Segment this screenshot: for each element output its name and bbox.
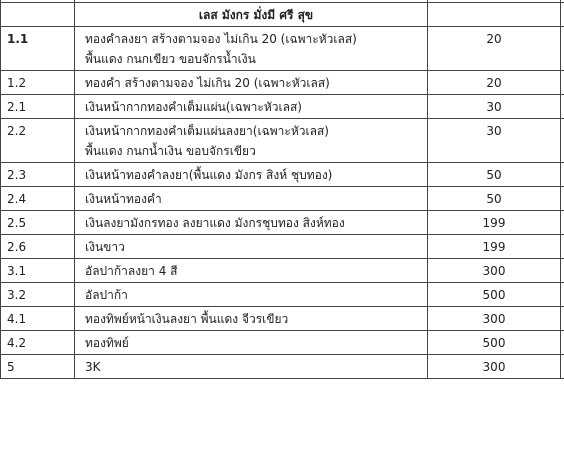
item-number-text: 4.2 xyxy=(7,336,27,350)
description-line-1: เงินหน้ากากทองคำเต็มแผ่น(เฉพาะหัวเลส) xyxy=(85,100,302,114)
cell xyxy=(561,187,564,211)
cell xyxy=(561,163,564,187)
description-line-1: เงินลงยามังกรทอง ลงยาแดง มังกรชุบทอง สิงห์ทอง xyxy=(85,216,345,230)
item-description xyxy=(75,27,428,71)
item-number xyxy=(1,95,75,119)
item-description xyxy=(75,163,428,187)
cell xyxy=(561,259,564,283)
item-description xyxy=(75,235,428,259)
item-quantity xyxy=(428,259,561,283)
description-line-1: เงินหน้ากากทองคำเต็มแผ่นลงยา(เฉพาะหัวเลส) xyxy=(85,124,329,138)
item-quantity xyxy=(428,235,561,259)
item-description xyxy=(75,283,428,307)
item-quantity xyxy=(428,307,561,331)
description-line-1: เงินขาว xyxy=(85,240,125,254)
item-number xyxy=(1,119,75,163)
description-line-1: อัลปาก้า xyxy=(85,288,128,302)
item-number xyxy=(1,71,75,95)
table-title-text: เลส มังกร มั่งมี ศรี สุข xyxy=(198,8,314,22)
cell xyxy=(561,95,564,119)
description-line-1: ทองคำ สร้างตามจอง ไม่เกิน 20 (เฉพาะหัวเลส) xyxy=(85,76,330,90)
table-row xyxy=(1,211,564,235)
table-body xyxy=(1,27,564,379)
table-row xyxy=(1,235,564,259)
item-description xyxy=(75,259,428,283)
item-quantity xyxy=(428,163,561,187)
item-number-text: 2.1 xyxy=(7,100,27,114)
item-quantity-text: 199 xyxy=(482,216,506,230)
item-number-text: 2.4 xyxy=(7,192,27,206)
item-number-text: 2.6 xyxy=(7,240,27,254)
cell xyxy=(561,331,564,355)
description-line-1: เงินหน้าทองคำลงยา(พื้นแดง มังกร สิงห์ ชุบทอง) xyxy=(85,168,333,182)
item-number-text: 5 xyxy=(7,360,15,374)
item-number-text: 2.5 xyxy=(7,216,27,230)
description-line-1: เงินหน้าทองคำ xyxy=(85,192,162,206)
item-quantity-text: 50 xyxy=(486,192,502,206)
description-line-1: 3K xyxy=(85,360,101,374)
cell xyxy=(561,71,564,95)
item-number xyxy=(1,235,75,259)
item-number xyxy=(1,307,75,331)
item-quantity xyxy=(428,283,561,307)
item-number xyxy=(1,355,75,379)
item-quantity-text: 500 xyxy=(482,288,506,302)
cell xyxy=(561,307,564,331)
item-quantity-text: 20 xyxy=(486,32,502,46)
item-quantity xyxy=(428,211,561,235)
item-quantity xyxy=(428,355,561,379)
item-number xyxy=(1,163,75,187)
item-quantity-text: 50 xyxy=(486,168,502,182)
table-title xyxy=(75,3,428,27)
item-quantity xyxy=(428,95,561,119)
cell xyxy=(561,283,564,307)
item-quantity-text: 20 xyxy=(486,76,502,90)
table-row xyxy=(1,187,564,211)
item-description xyxy=(75,119,428,163)
item-number xyxy=(1,27,75,71)
item-description xyxy=(75,187,428,211)
item-description xyxy=(75,211,428,235)
item-quantity xyxy=(428,187,561,211)
item-quantity-text: 30 xyxy=(486,100,502,114)
cell xyxy=(561,235,564,259)
table-row xyxy=(1,283,564,307)
item-number xyxy=(1,211,75,235)
item-description xyxy=(75,331,428,355)
item-quantity-text: 30 xyxy=(486,124,502,138)
table-row xyxy=(1,355,564,379)
item-number-text: 2.2 xyxy=(7,124,27,138)
item-quantity-text: 300 xyxy=(482,312,506,326)
table-row xyxy=(1,259,564,283)
item-description xyxy=(75,355,428,379)
item-number xyxy=(1,283,75,307)
cell xyxy=(1,3,75,27)
item-number xyxy=(1,259,75,283)
item-number-text: 1.1 xyxy=(7,32,29,46)
item-number-text: 3.2 xyxy=(7,288,27,302)
item-quantity xyxy=(428,27,561,71)
item-number-text: 2.3 xyxy=(7,168,27,182)
cell xyxy=(561,119,564,163)
cell xyxy=(561,27,564,71)
item-number-text: 1.2 xyxy=(7,76,27,90)
cell xyxy=(561,355,564,379)
cell xyxy=(428,3,561,27)
description-line-2: พื้นแดง กนกเขียว ขอบจักรน้ำเงิน xyxy=(85,52,256,66)
item-number-text: 3.1 xyxy=(7,264,27,278)
description-line-1: อัลปาก้าลงยา 4 สี xyxy=(85,264,178,278)
description-line-2: พื้นแดง กนกน้ำเงิน ขอบจักรเขียว xyxy=(85,144,256,158)
table-row xyxy=(1,163,564,187)
item-description xyxy=(75,307,428,331)
item-number xyxy=(1,331,75,355)
item-quantity-text: 199 xyxy=(482,240,506,254)
header-row xyxy=(1,3,564,27)
description-line-1: ทองทิพย์ xyxy=(85,336,129,350)
item-quantity xyxy=(428,119,561,163)
table-row xyxy=(1,95,564,119)
item-description xyxy=(75,95,428,119)
table-row xyxy=(1,27,564,71)
description-line-1: ทองคำลงยา สร้างตามจอง ไม่เกิน 20 (เฉพาะหัวเลส) xyxy=(85,32,357,46)
item-quantity-text: 500 xyxy=(482,336,506,350)
item-quantity-text: 300 xyxy=(482,264,506,278)
table-row xyxy=(1,307,564,331)
item-description xyxy=(75,71,428,95)
item-quantity xyxy=(428,71,561,95)
table-row xyxy=(1,331,564,355)
item-quantity-text: 300 xyxy=(482,360,506,374)
cell xyxy=(561,211,564,235)
table-row xyxy=(1,119,564,163)
item-number xyxy=(1,187,75,211)
item-quantity xyxy=(428,331,561,355)
item-number-text: 4.1 xyxy=(7,312,27,326)
description-line-1: ทองทิพย์หน้าเงินลงยา พื้นแดง จีวรเขียว xyxy=(85,312,289,326)
table-row xyxy=(1,71,564,95)
cell xyxy=(561,3,564,27)
